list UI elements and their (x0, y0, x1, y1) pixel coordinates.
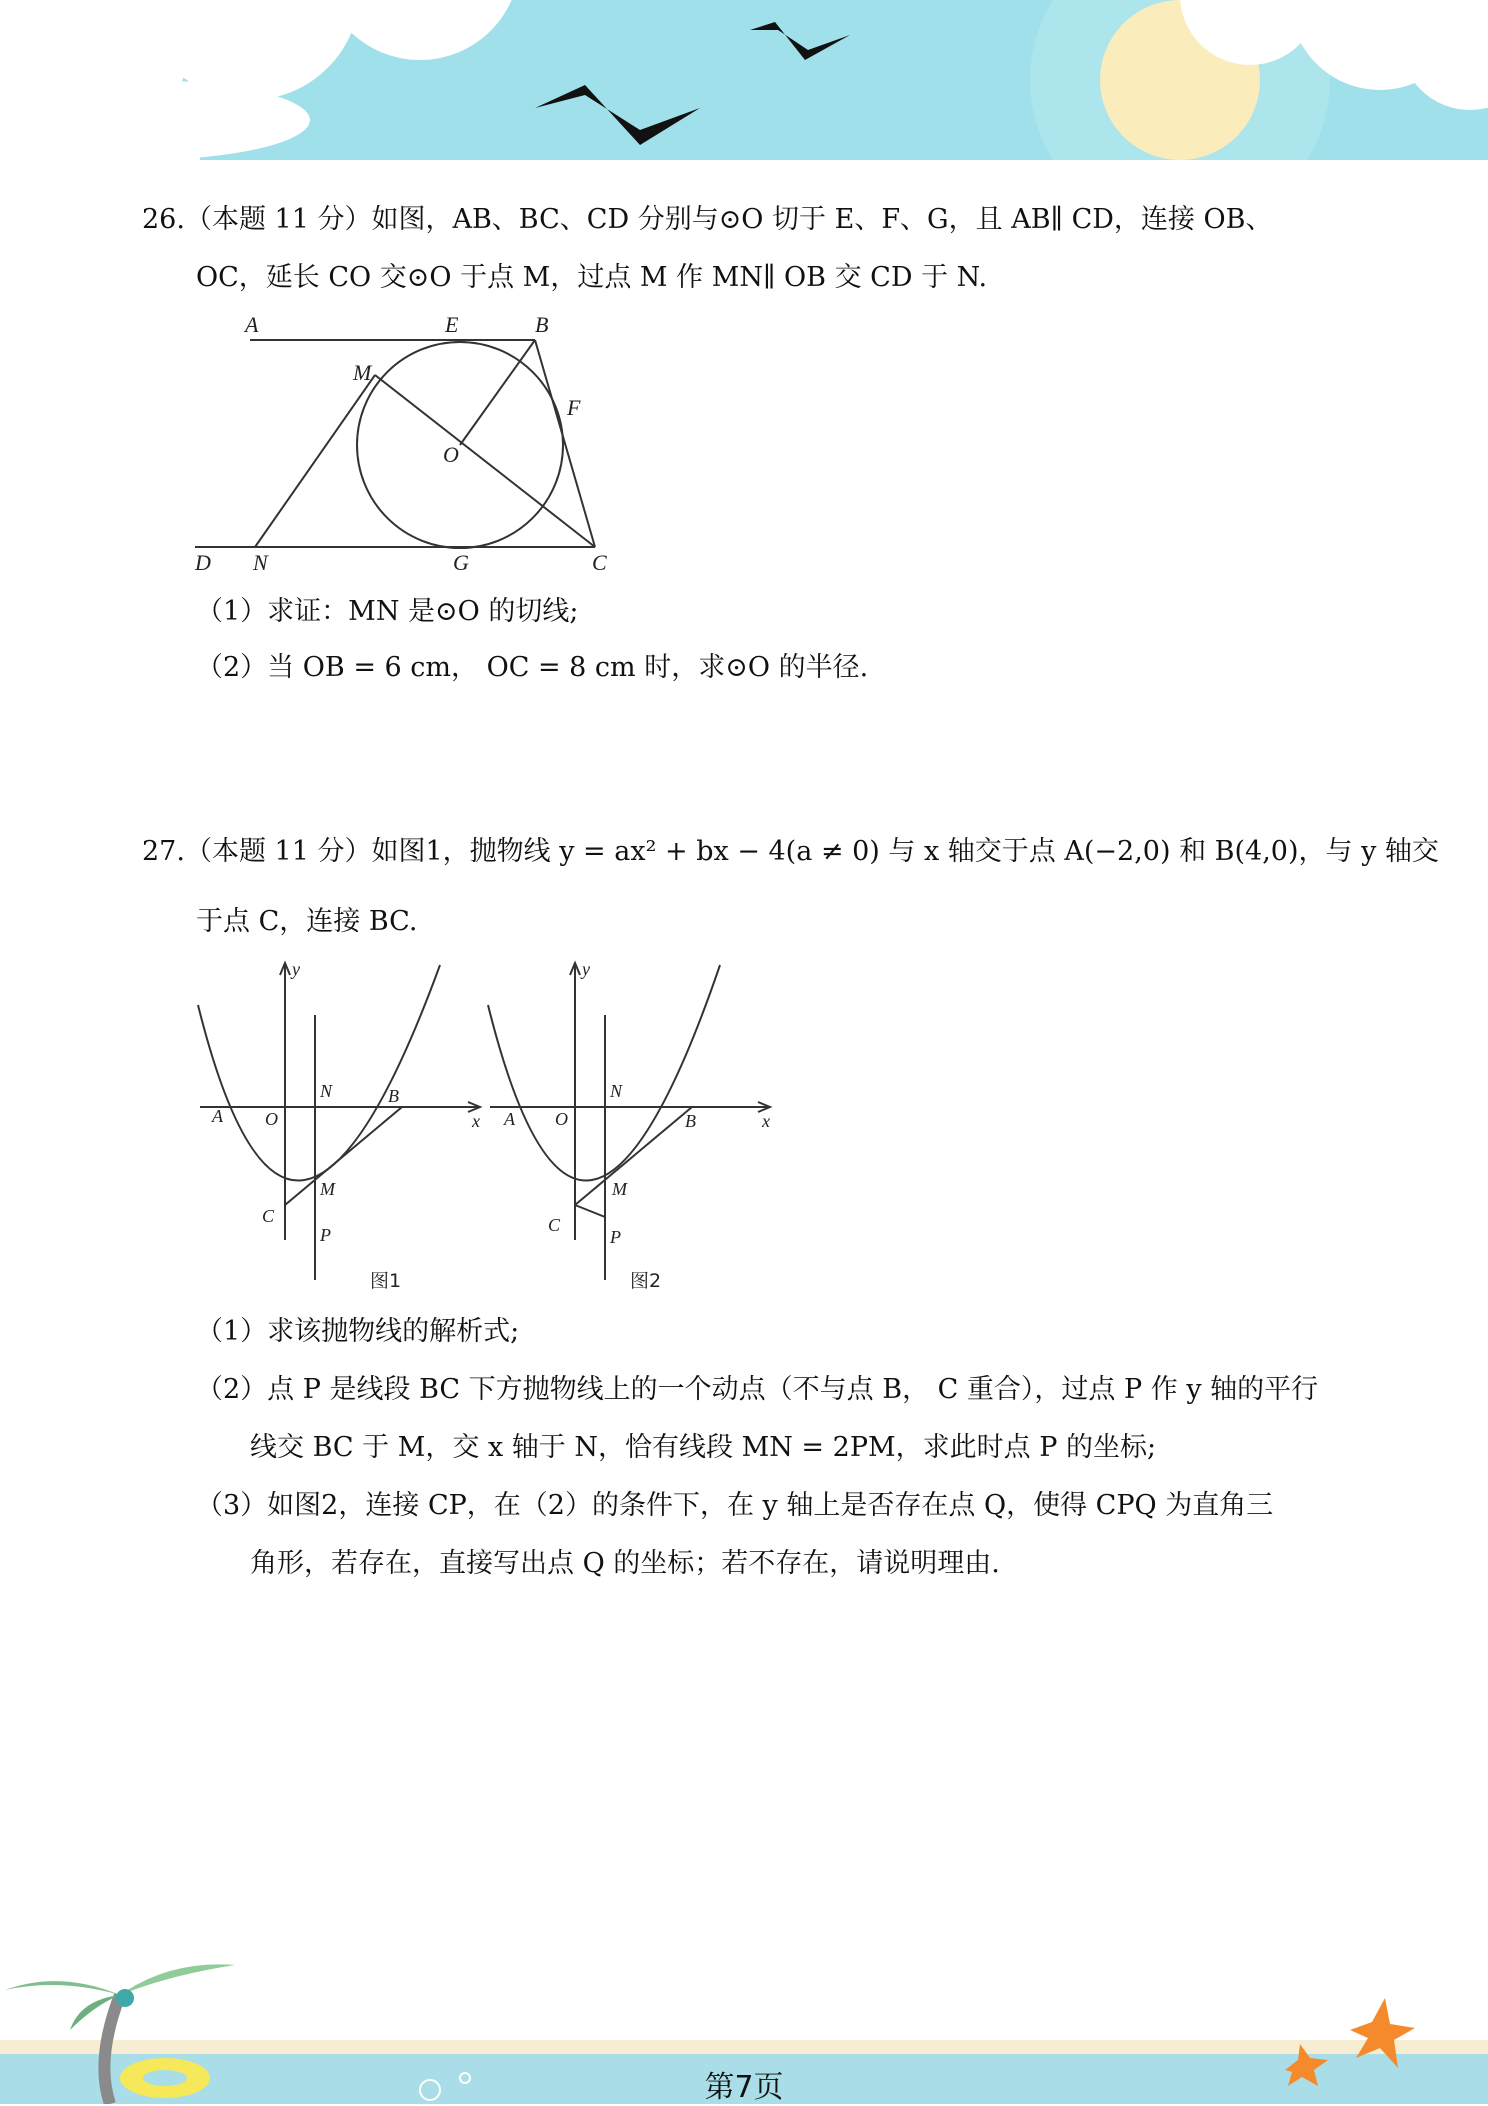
q27-line2: 于点 C，连接 BC. (196, 906, 418, 937)
q27-part2-line1: （2）点 P 是线段 BC 下方抛物线上的一个动点（不与点 B， C 重合），过点 P 作 y 轴的平行 (196, 1374, 1319, 1405)
fig1-label-x: x (472, 1111, 480, 1131)
label-e: E (445, 312, 459, 337)
fig1-label-p: P (320, 1225, 331, 1245)
q27-line1: 27.（本题 11 分）如图1，抛物线 y = ax² + bx − 4(a ≠ 0) 与 x 轴交于点 A(−2,0) 和 B(4,0)，与 y 轴交 (142, 836, 1439, 867)
fig2-label-x: x (762, 1111, 770, 1131)
q27-part3-line2: 角形，若存在，直接写出点 Q 的坐标；若不存在，请说明理由. (250, 1548, 1000, 1579)
label-o: O (443, 442, 459, 467)
fig1-label-b: B (388, 1086, 399, 1106)
q26-line1: 26.（本题 11 分）如图，AB、BC、CD 分别与⊙O 切于 E、F、G，且 AB∥ CD，连接 OB、 (142, 204, 1273, 235)
fig2-label-o: O (555, 1109, 568, 1129)
fig1-label-c: C (262, 1206, 275, 1226)
label-b: B (535, 312, 549, 337)
fig2-label-c: C (548, 1215, 561, 1235)
fig2-label-a: A (504, 1109, 515, 1129)
fig1-label-y: y (292, 959, 300, 979)
label-n: N (253, 550, 268, 575)
q27-figure-1 (190, 955, 490, 1295)
q27-figure-2 (480, 955, 780, 1295)
header-banner (0, 0, 1488, 170)
line-bc (535, 340, 595, 547)
page-number: 第7页 (704, 2070, 784, 2105)
line-mn (255, 375, 375, 547)
label-a: A (245, 312, 259, 337)
label-d: D (195, 550, 211, 575)
fig2-label-n: N (610, 1081, 623, 1101)
q26-part1: （1）求证：MN 是⊙O 的切线; (196, 596, 579, 627)
fig1-label-n: N (320, 1081, 333, 1101)
q26-line2: OC，延长 CO 交⊙O 于点 M，过点 M 作 MN∥ OB 交 CD 于 N. (196, 262, 988, 293)
fig1-label-o: O (265, 1109, 278, 1129)
q26-figure (185, 305, 625, 575)
fig2-caption: 图2 (630, 1270, 662, 1292)
q26-part2: （2）当 OB = 6 cm， OC = 8 cm 时，求⊙O 的半径. (196, 652, 869, 683)
fig1-label-a: A (212, 1106, 223, 1126)
label-g: G (453, 550, 469, 575)
fig1-label-m: M (320, 1179, 335, 1199)
fig2-label-m: M (612, 1179, 627, 1199)
label-c: C (592, 550, 607, 575)
q27-part1: （1）求该抛物线的解析式; (196, 1316, 520, 1347)
fig2-label-b: B (685, 1111, 696, 1131)
q27-part3-line1: （3）如图2，连接 CP，在（2）的条件下，在 y 轴上是否存在点 Q，使得 CPQ 为直角三 (196, 1490, 1274, 1521)
fig1-caption: 图1 (370, 1270, 402, 1292)
line-ob (460, 340, 535, 445)
label-m: M (353, 360, 372, 385)
q27-part2-line2: 线交 BC 于 M，交 x 轴于 N，恰有线段 MN = 2PM，求此时点 P 的坐标; (250, 1432, 1157, 1463)
label-f: F (567, 395, 581, 420)
fig2-label-p: P (610, 1227, 621, 1247)
fig2-label-y: y (582, 959, 590, 979)
